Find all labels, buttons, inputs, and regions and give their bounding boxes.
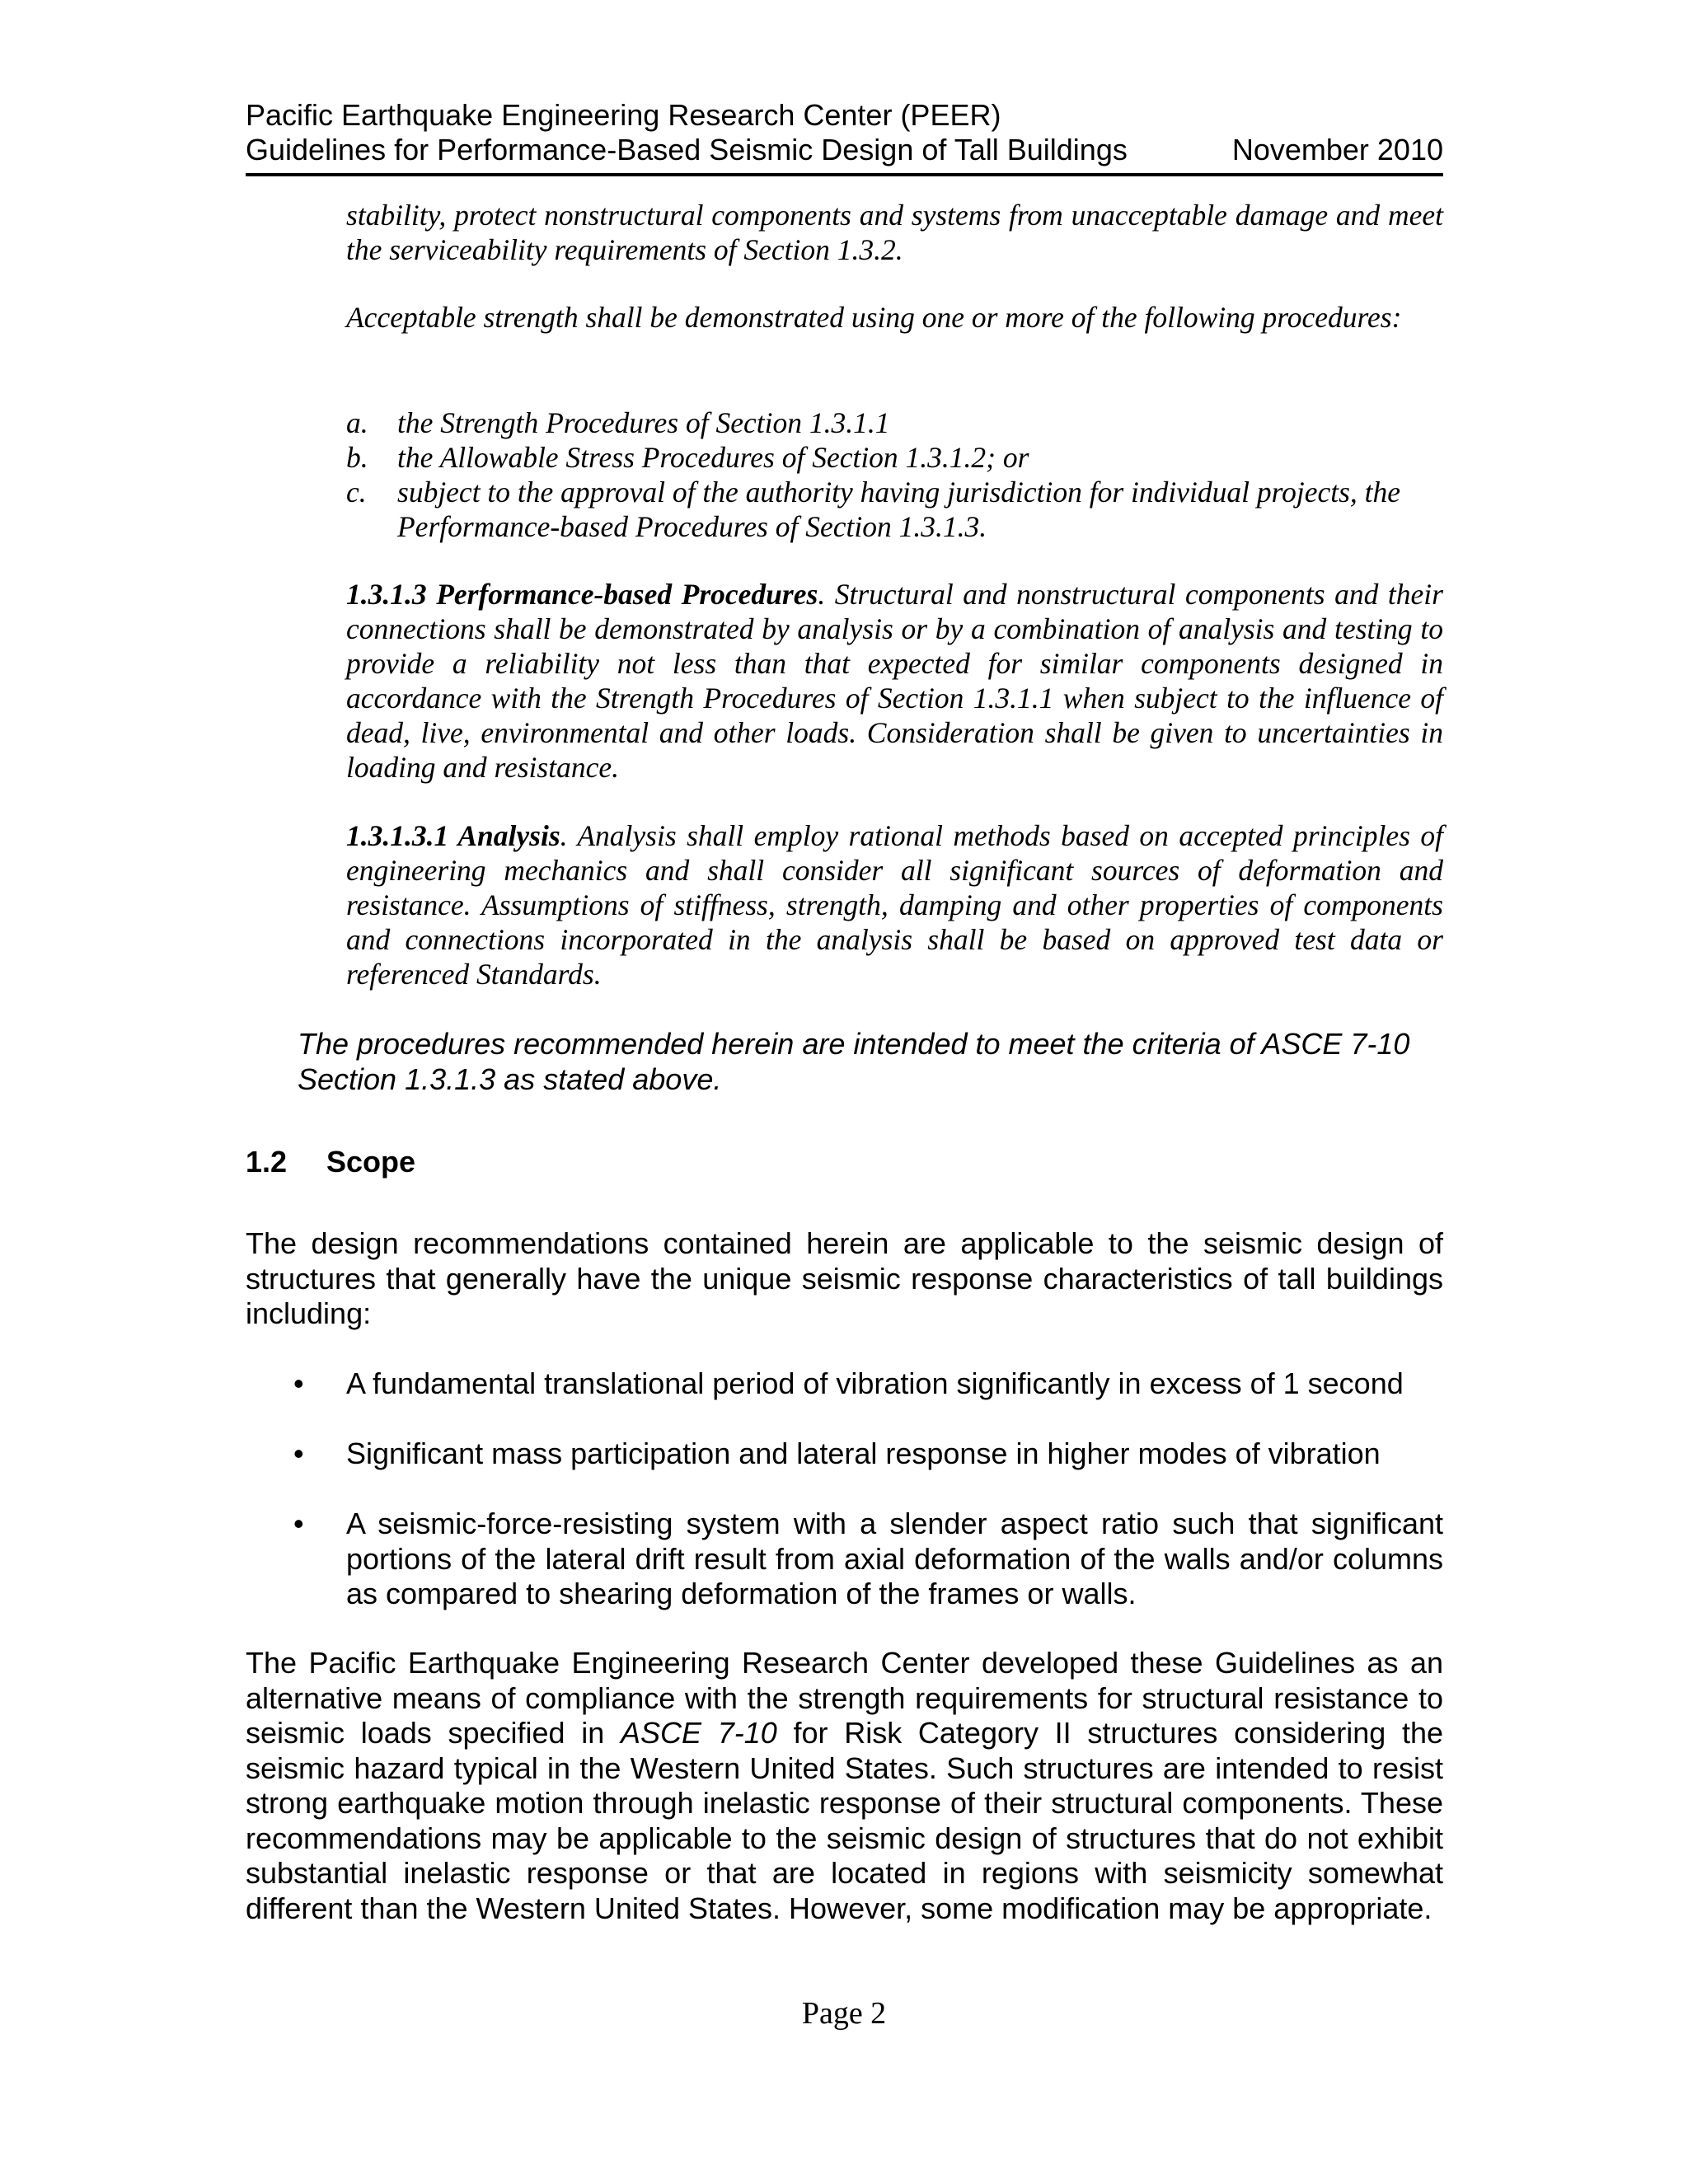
bullet-text: A seismic-force-resisting system with a slender aspect ratio such that significant portions of the lateral drift result from axial deformation of the walls and/or columns as compared to shearing deformation of the frames or walls. bbox=[346, 1507, 1443, 1610]
bullet-item bbox=[246, 1366, 1443, 1402]
header-date: November 2010 bbox=[1231, 133, 1443, 166]
bullet-icon: • bbox=[293, 1436, 304, 1470]
page-number: Page 2 bbox=[801, 1996, 887, 2031]
list-marker: a. bbox=[346, 406, 368, 439]
section-13131-text: . Analysis shall employ rational methods based on accepted principles of engineering mechanics and shall consider all significant sources of deformation and resistance. Assumptions of stiffness, strength, damping and other properties of components and connections incorporated in the analysis shall be based on approved test data or referenced Standards. bbox=[346, 819, 1444, 991]
section-number: 1.2 bbox=[246, 1145, 288, 1179]
scope-intro-paragraph: The design recommendations contained herein are applicable to the seismic design of structures that generally have the unique seismic response characteristics of tall buildings including: bbox=[246, 1226, 1443, 1330]
bullet-icon: • bbox=[293, 1366, 304, 1400]
closing-text-end: for Risk Category II structures considering the seismic hazard typical in the Western United States. Such structures are intended to resist strong earthquake motion through inelastic response of their structural components. These recommendations may be applicable to the seismic design of structures that do not exhibit substantial inelastic response or that are located in regions with seismicity somewhat different than the Western United States. However, some modification may be appropriate. bbox=[246, 1716, 1443, 1925]
bullet-item bbox=[246, 1436, 1443, 1472]
bullet-text: Significant mass participation and lateral response in higher modes of vibration bbox=[346, 1436, 1381, 1470]
list-marker: c. bbox=[346, 476, 367, 509]
header-organization: Pacific Earthquake Engineering Research Center (PEER) bbox=[246, 98, 1001, 132]
bullet-item bbox=[246, 1507, 1443, 1612]
list-item-text: the Strength Procedures of Section 1.3.1.1 bbox=[397, 406, 890, 439]
list-marker: b. bbox=[346, 441, 368, 474]
list-item-text: the Allowable Stress Procedures of Section 1.3.1.2; or bbox=[397, 441, 1029, 474]
header-document-title: Guidelines for Performance-Based Seismic Design of Tall Buildings bbox=[246, 133, 1128, 166]
bullet-text: A fundamental translational period of vibration significantly in excess of 1 second bbox=[346, 1366, 1404, 1400]
quote-paragraph-acceptable-strength: Acceptable strength shall be demonstrated using one or more of the following procedures: bbox=[346, 301, 1402, 334]
section-1313-paragraph bbox=[346, 577, 1443, 785]
criteria-note: The procedures recommended herein are intended to meet the criteria of ASCE 7-10 Section 1.3.1.3 as stated above. bbox=[298, 1027, 1410, 1096]
section-heading bbox=[246, 1144, 415, 1180]
closing-text-start: The Pacific Earthquake Engineering Research Center developed these Guidelines as an alternative means of compliance with the strength requirements for structural resistance to seismic loads specified in bbox=[246, 1646, 1443, 1750]
page-header bbox=[246, 97, 1443, 176]
procedure-item bbox=[346, 475, 1443, 544]
bullet-icon: • bbox=[293, 1507, 304, 1540]
asce-reference: ASCE 7-10 bbox=[620, 1716, 777, 1750]
procedure-item bbox=[346, 405, 1443, 440]
section-title: Scope bbox=[326, 1145, 416, 1179]
list-item-text: subject to the approval of the authority having jurisdiction for individual projects, the Performance-based Procedures of Section 1.3.1.3. bbox=[397, 476, 1401, 543]
section-1313-title: 1.3.1.3 Performance-based Procedures bbox=[346, 578, 818, 611]
procedure-item bbox=[346, 440, 1443, 475]
characteristics-list bbox=[246, 1366, 1443, 1647]
peer-guidelines-paragraph bbox=[246, 1646, 1443, 1926]
procedure-list bbox=[346, 405, 1443, 544]
section-13131-paragraph bbox=[346, 818, 1443, 991]
section-1313-text: . Structural and nonstructural components and their connections shall be demonstrated by analysis or by a combination of analysis and testing to provide a reliability not less than that expected for similar components designed in accordance with the Strength Procedures of Section 1.3.1.1 when subject to the influence of dead, live, environmental and other loads. Consideration shall be given to uncertainties in loading and resistance. bbox=[346, 578, 1443, 784]
quote-paragraph-stability: stability, protect nonstructural components and systems from unacceptable damage and meet the serviceability requirements of Section 1.3.2. bbox=[346, 199, 1443, 266]
section-13131-title: 1.3.1.3.1 Analysis bbox=[346, 819, 560, 852]
